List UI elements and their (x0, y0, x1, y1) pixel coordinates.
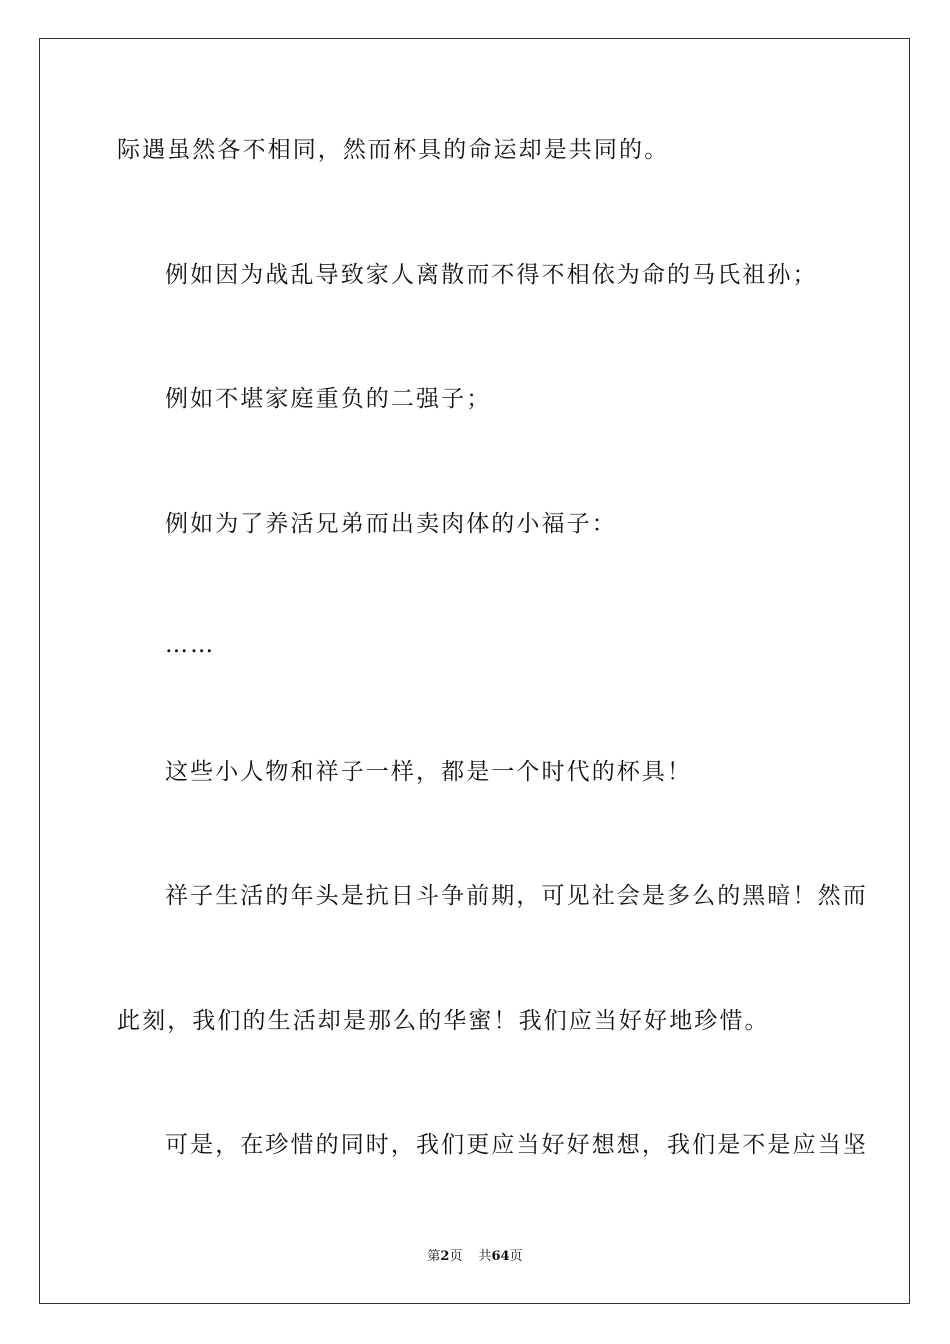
paragraph-line-4: 例如为了养活兄弟而出卖肉体的小福子： (165, 511, 617, 537)
page-border (39, 38, 910, 1304)
page-prefix: 第 (427, 1249, 441, 1264)
page-number: 2 (440, 1249, 450, 1264)
total-pages: 64 (491, 1249, 510, 1264)
total-suffix: 页 (509, 1249, 523, 1264)
paragraph-line-3: 例如不堪家庭重负的二强子； (165, 386, 492, 412)
paragraph-line-2: 例如因为战乱导致家人离散而不得不相依为命的马氏祖孙； (165, 262, 818, 288)
paragraph-line-8: 此刻，我们的生活却是那么的华蜜！我们应当好好地珍惜。 (117, 1008, 770, 1034)
total-prefix: 共 (478, 1249, 492, 1264)
paragraph-line-1: 际遇虽然各不相同，然而杯具的命运却是共同的。 (117, 137, 670, 163)
paragraph-line-7: 祥子生活的年头是抗日斗争前期，可见社会是多么的黑暗！然而 (165, 883, 868, 909)
paragraph-line-9: 可是，在珍惜的同时，我们更应当好好想想，我们是不是应当坚 (165, 1132, 868, 1158)
page-footer (0, 1249, 950, 1265)
page-suffix: 页 (449, 1249, 463, 1264)
paragraph-line-6: 这些小人物和祥子一样，都是一个时代的杯具！ (165, 759, 693, 785)
ellipsis-line: …… (165, 632, 216, 658)
